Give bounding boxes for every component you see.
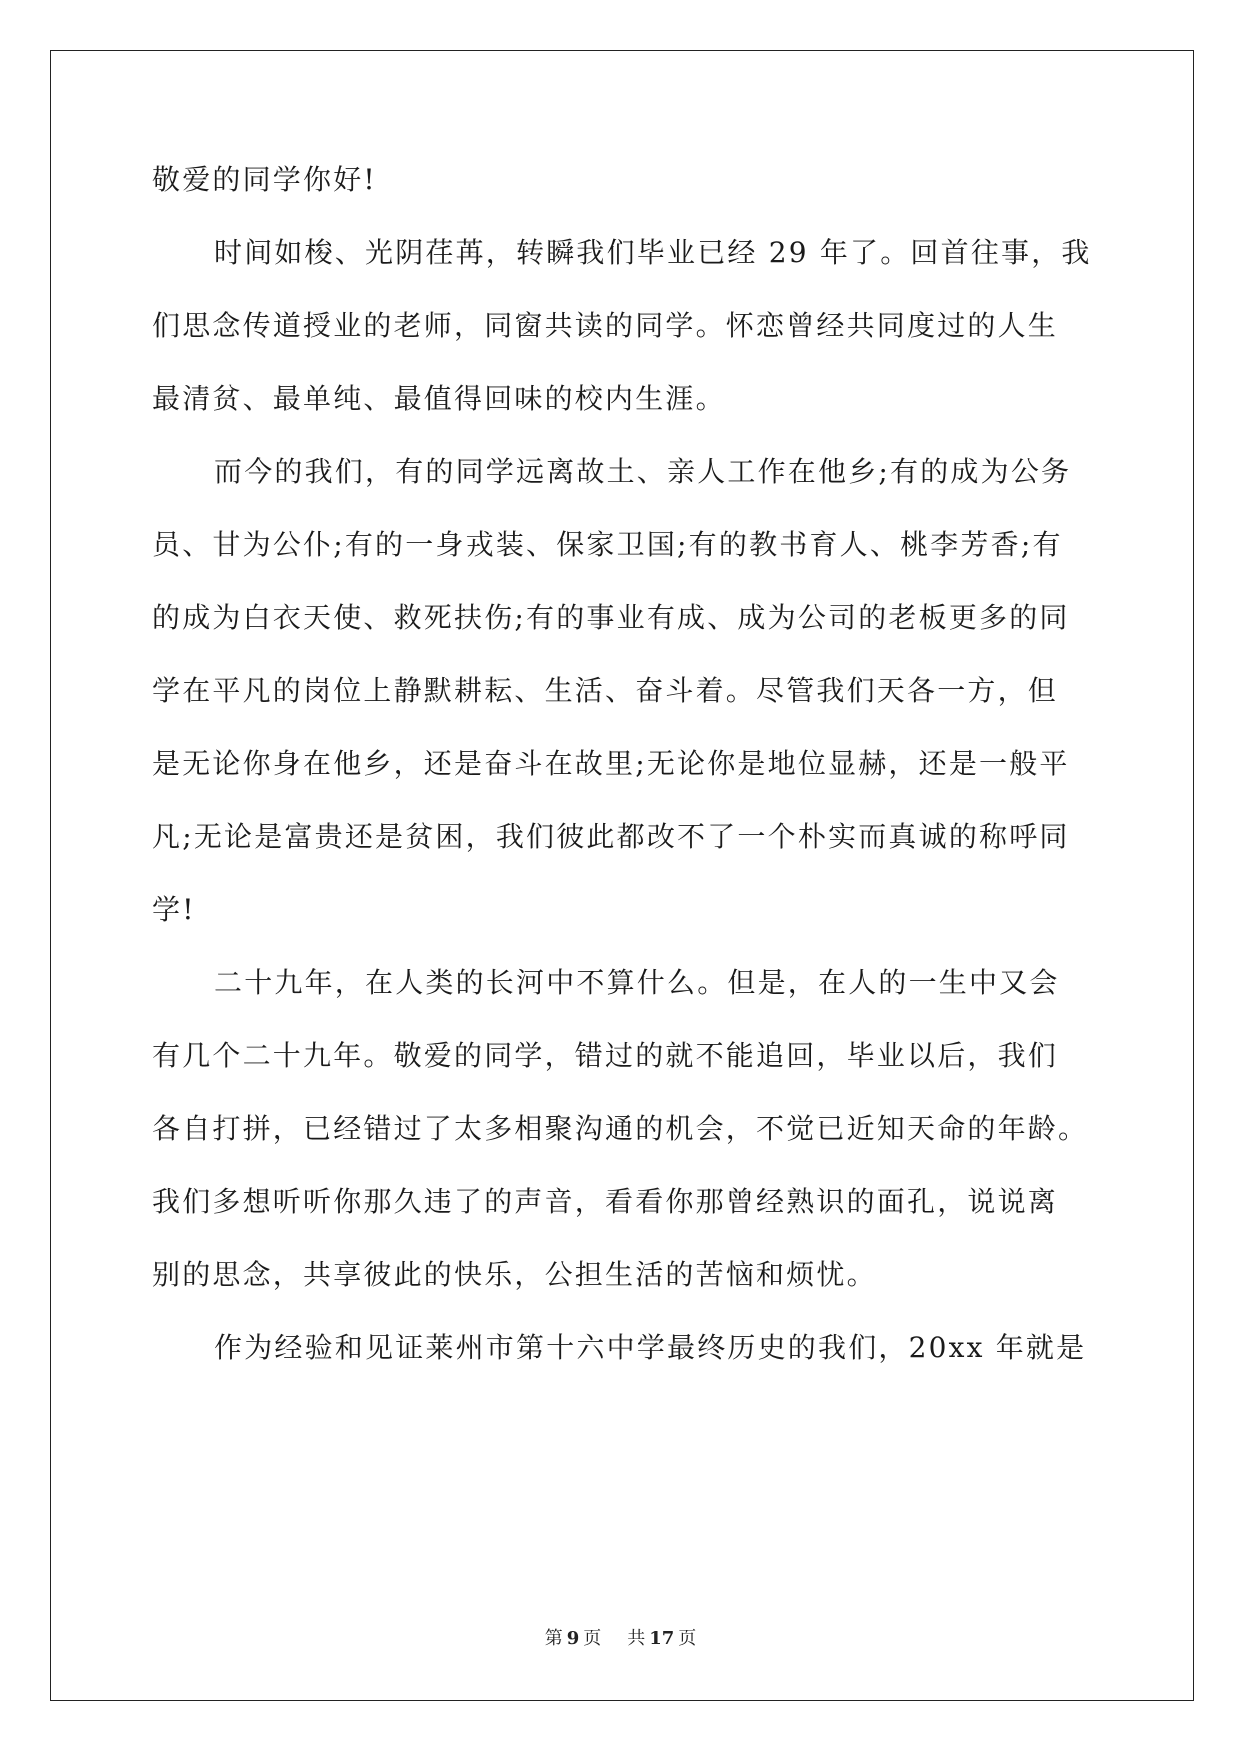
paragraph-line: 作为经验和见证莱州市第十六中学最终历史的我们，20xx 年就是 (214, 1331, 1087, 1364)
paragraph-line: 而今的我们，有的同学远离故土、亲人工作在他乡;有的成为公务 (214, 455, 1072, 488)
paragraph-line: 凡;无论是富贵还是贫困，我们彼此都改不了一个朴实而真诚的称呼同 (152, 820, 1070, 853)
paragraph-line: 二十九年，在人类的长河中不算什么。但是，在人的一生中又会 (214, 966, 1060, 999)
paragraph-line: 有几个二十九年。敬爱的同学，错过的就不能追回，毕业以后，我们 (152, 1039, 1059, 1072)
paragraph-line: 我们多想听听你那久违了的声音，看看你那曾经熟识的面孔，说说离 (152, 1185, 1059, 1218)
page-suffix: 页 (583, 1628, 602, 1649)
page-footer (0, 1624, 1241, 1650)
page-border (50, 50, 1194, 1701)
paragraph-line: 学! (152, 893, 196, 926)
paragraph-line: 学在平凡的岗位上静默耕耘、生活、奋斗着。尽管我们天各一方，但 (152, 674, 1059, 707)
paragraph-line: 各自打拼，已经错过了太多相聚沟通的机会，不觉已近知天命的年龄。 (152, 1112, 1089, 1145)
paragraph-line: 时间如梭、光阴荏苒，转瞬我们毕业已经 29 年了。回首往事，我 (214, 236, 1092, 269)
paragraph-line: 员、甘为公仆;有的一身戎装、保家卫国;有的教书育人、桃李芳香;有 (152, 528, 1063, 561)
page-prefix: 第 (544, 1628, 563, 1649)
paragraph-line: 别的思念，共享彼此的快乐，公担生活的苦恼和烦忧。 (152, 1258, 877, 1291)
greeting-line: 敬爱的同学你好! (152, 163, 377, 196)
total-prefix: 共 (627, 1628, 646, 1649)
paragraph-line: 最清贫、最单纯、最值得回味的校内生涯。 (152, 382, 726, 415)
page-total: 17 (649, 1628, 675, 1649)
paragraph-line: 们思念传道授业的老师，同窗共读的同学。怀恋曾经共同度过的人生 (152, 309, 1059, 342)
total-suffix: 页 (678, 1628, 697, 1649)
paragraph-line: 的成为白衣天使、救死扶伤;有的事业有成、成为公司的老板更多的同 (152, 601, 1070, 634)
paragraph-line: 是无论你身在他乡，还是奋斗在故里;无论你是地位显赫，还是一般平 (152, 747, 1070, 780)
page-current: 9 (566, 1628, 580, 1649)
